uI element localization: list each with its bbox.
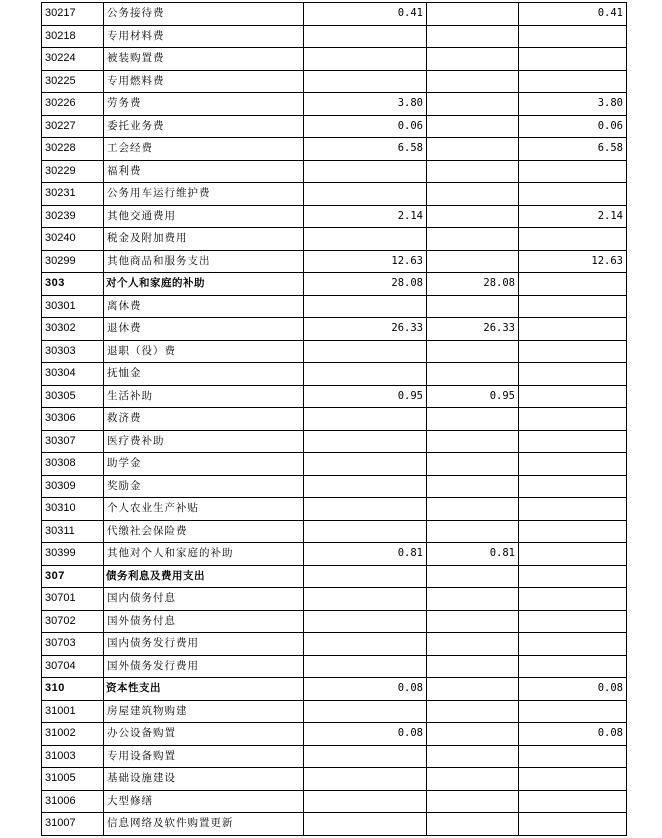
subject-code-cell: 30309 <box>42 475 104 498</box>
project-expenditure-cell <box>519 48 627 71</box>
subject-name-cell: 劳务费 <box>104 93 304 116</box>
subject-code-cell: 30302 <box>42 318 104 341</box>
table-row <box>42 655 627 678</box>
subject-name-cell: 委托业务费 <box>104 115 304 138</box>
basic-expenditure-cell <box>427 723 519 746</box>
subject-code-cell: 30704 <box>42 655 104 678</box>
table-row <box>42 48 627 71</box>
project-expenditure-cell <box>519 700 627 723</box>
subject-name-cell: 税金及附加费用 <box>104 228 304 251</box>
subject-code-cell: 30306 <box>42 408 104 431</box>
total-amount-cell: 28.08 <box>304 273 427 296</box>
subject-name-cell: 资本性支出 <box>104 678 304 701</box>
subject-name-cell: 工会经费 <box>104 138 304 161</box>
basic-expenditure-cell <box>427 3 519 26</box>
project-expenditure-cell <box>519 453 627 476</box>
total-amount-cell: 26.33 <box>304 318 427 341</box>
table-row <box>42 408 627 431</box>
total-amount-cell <box>304 768 427 791</box>
total-amount-cell: 3.80 <box>304 93 427 116</box>
subject-code-cell: 30228 <box>42 138 104 161</box>
total-amount-cell <box>304 183 427 206</box>
project-expenditure-cell <box>519 475 627 498</box>
budget-table-body <box>42 3 627 836</box>
subject-name-cell: 专用燃料费 <box>104 70 304 93</box>
subject-name-cell: 助学金 <box>104 453 304 476</box>
basic-expenditure-cell <box>427 790 519 813</box>
subject-name-cell: 对个人和家庭的补助 <box>104 273 304 296</box>
table-row <box>42 160 627 183</box>
table-row <box>42 565 627 588</box>
table-row <box>42 700 627 723</box>
project-expenditure-cell <box>519 363 627 386</box>
total-amount-cell <box>304 160 427 183</box>
project-expenditure-cell <box>519 70 627 93</box>
subject-name-cell: 其他交通费用 <box>104 205 304 228</box>
subject-name-cell: 房屋建筑物购建 <box>104 700 304 723</box>
project-expenditure-cell: 12.63 <box>519 250 627 273</box>
table-row <box>42 385 627 408</box>
subject-code-cell: 31003 <box>42 745 104 768</box>
project-expenditure-cell <box>519 565 627 588</box>
project-expenditure-cell <box>519 520 627 543</box>
total-amount-cell <box>304 228 427 251</box>
basic-expenditure-cell <box>427 655 519 678</box>
basic-expenditure-cell <box>427 205 519 228</box>
basic-expenditure-cell: 28.08 <box>427 273 519 296</box>
subject-code-cell: 30703 <box>42 633 104 656</box>
basic-expenditure-cell <box>427 228 519 251</box>
subject-name-cell: 被装购置费 <box>104 48 304 71</box>
total-amount-cell <box>304 745 427 768</box>
basic-expenditure-cell <box>427 183 519 206</box>
basic-expenditure-cell <box>427 340 519 363</box>
subject-code-cell: 30311 <box>42 520 104 543</box>
subject-name-cell: 其他对个人和家庭的补助 <box>104 543 304 566</box>
table-row <box>42 273 627 296</box>
subject-code-cell: 30303 <box>42 340 104 363</box>
subject-code-cell: 310 <box>42 678 104 701</box>
basic-expenditure-cell <box>427 453 519 476</box>
subject-code-cell: 30304 <box>42 363 104 386</box>
project-expenditure-cell: 6.58 <box>519 138 627 161</box>
basic-expenditure-cell <box>427 520 519 543</box>
project-expenditure-cell: 0.06 <box>519 115 627 138</box>
subject-code-cell: 30227 <box>42 115 104 138</box>
total-amount-cell <box>304 48 427 71</box>
table-row <box>42 93 627 116</box>
subject-name-cell: 国内债务发行费用 <box>104 633 304 656</box>
project-expenditure-cell <box>519 768 627 791</box>
total-amount-cell: 0.95 <box>304 385 427 408</box>
subject-name-cell: 办公设备购置 <box>104 723 304 746</box>
total-amount-cell <box>304 430 427 453</box>
subject-code-cell: 30305 <box>42 385 104 408</box>
subject-name-cell: 大型修缮 <box>104 790 304 813</box>
total-amount-cell <box>304 588 427 611</box>
subject-code-cell: 30231 <box>42 183 104 206</box>
basic-expenditure-cell <box>427 475 519 498</box>
table-row <box>42 678 627 701</box>
subject-code-cell: 31006 <box>42 790 104 813</box>
project-expenditure-cell <box>519 813 627 836</box>
table-row <box>42 588 627 611</box>
total-amount-cell: 0.08 <box>304 723 427 746</box>
total-amount-cell: 0.41 <box>304 3 427 26</box>
table-row <box>42 70 627 93</box>
basic-expenditure-cell <box>427 138 519 161</box>
subject-code-cell: 31001 <box>42 700 104 723</box>
basic-expenditure-cell <box>427 633 519 656</box>
subject-name-cell: 公务接待费 <box>104 3 304 26</box>
table-row <box>42 813 627 836</box>
total-amount-cell <box>304 25 427 48</box>
total-amount-cell <box>304 610 427 633</box>
basic-expenditure-cell <box>427 768 519 791</box>
project-expenditure-cell <box>519 610 627 633</box>
subject-name-cell: 专用设备购置 <box>104 745 304 768</box>
table-row <box>42 318 627 341</box>
project-expenditure-cell <box>519 588 627 611</box>
subject-name-cell: 代缴社会保险费 <box>104 520 304 543</box>
basic-expenditure-cell <box>427 115 519 138</box>
total-amount-cell: 0.08 <box>304 678 427 701</box>
project-expenditure-cell <box>519 385 627 408</box>
total-amount-cell <box>304 565 427 588</box>
subject-code-cell: 30307 <box>42 430 104 453</box>
project-expenditure-cell: 0.08 <box>519 678 627 701</box>
total-amount-cell <box>304 363 427 386</box>
total-amount-cell <box>304 790 427 813</box>
total-amount-cell <box>304 408 427 431</box>
table-row <box>42 745 627 768</box>
total-amount-cell <box>304 520 427 543</box>
subject-name-cell: 国外债务发行费用 <box>104 655 304 678</box>
subject-code-cell: 30217 <box>42 3 104 26</box>
total-amount-cell <box>304 453 427 476</box>
project-expenditure-cell <box>519 340 627 363</box>
project-expenditure-cell <box>519 160 627 183</box>
total-amount-cell <box>304 655 427 678</box>
project-expenditure-cell: 0.08 <box>519 723 627 746</box>
total-amount-cell: 12.63 <box>304 250 427 273</box>
project-expenditure-cell <box>519 183 627 206</box>
table-row <box>42 3 627 26</box>
subject-code-cell: 30239 <box>42 205 104 228</box>
total-amount-cell <box>304 633 427 656</box>
table-row <box>42 453 627 476</box>
total-amount-cell: 0.81 <box>304 543 427 566</box>
basic-expenditure-cell <box>427 70 519 93</box>
subject-code-cell: 31005 <box>42 768 104 791</box>
subject-code-cell: 30399 <box>42 543 104 566</box>
subject-name-cell: 退职（役）费 <box>104 340 304 363</box>
project-expenditure-cell <box>519 745 627 768</box>
table-row <box>42 430 627 453</box>
project-expenditure-cell <box>519 273 627 296</box>
table-row <box>42 115 627 138</box>
subject-name-cell: 福利费 <box>104 160 304 183</box>
subject-code-cell: 30308 <box>42 453 104 476</box>
subject-code-cell: 31002 <box>42 723 104 746</box>
subject-name-cell: 离休费 <box>104 295 304 318</box>
basic-expenditure-cell <box>427 48 519 71</box>
subject-name-cell: 救济费 <box>104 408 304 431</box>
table-row <box>42 205 627 228</box>
basic-expenditure-cell <box>427 745 519 768</box>
subject-name-cell: 债务利息及费用支出 <box>104 565 304 588</box>
project-expenditure-cell: 3.80 <box>519 93 627 116</box>
basic-expenditure-cell <box>427 678 519 701</box>
total-amount-cell <box>304 475 427 498</box>
basic-expenditure-cell: 26.33 <box>427 318 519 341</box>
table-row <box>42 520 627 543</box>
subject-code-cell: 30218 <box>42 25 104 48</box>
subject-name-cell: 国内债务付息 <box>104 588 304 611</box>
total-amount-cell <box>304 700 427 723</box>
subject-code-cell: 31007 <box>42 813 104 836</box>
subject-code-cell: 307 <box>42 565 104 588</box>
subject-name-cell: 个人农业生产补贴 <box>104 498 304 521</box>
table-row <box>42 340 627 363</box>
basic-expenditure-cell <box>427 610 519 633</box>
table-row <box>42 475 627 498</box>
basic-expenditure-cell: 0.95 <box>427 385 519 408</box>
basic-expenditure-cell <box>427 363 519 386</box>
subject-code-cell: 30224 <box>42 48 104 71</box>
subject-name-cell: 生活补助 <box>104 385 304 408</box>
subject-name-cell: 信息网络及软件购置更新 <box>104 813 304 836</box>
subject-name-cell: 奖励金 <box>104 475 304 498</box>
project-expenditure-cell <box>519 790 627 813</box>
subject-name-cell: 医疗费补助 <box>104 430 304 453</box>
basic-expenditure-cell <box>427 498 519 521</box>
total-amount-cell <box>304 295 427 318</box>
subject-code-cell: 30301 <box>42 295 104 318</box>
subject-code-cell: 30299 <box>42 250 104 273</box>
total-amount-cell: 6.58 <box>304 138 427 161</box>
subject-code-cell: 30225 <box>42 70 104 93</box>
table-row <box>42 633 627 656</box>
project-expenditure-cell <box>519 498 627 521</box>
basic-expenditure-cell <box>427 430 519 453</box>
subject-code-cell: 30229 <box>42 160 104 183</box>
basic-expenditure-cell <box>427 250 519 273</box>
total-amount-cell <box>304 498 427 521</box>
table-row <box>42 25 627 48</box>
total-amount-cell <box>304 813 427 836</box>
project-expenditure-cell <box>519 655 627 678</box>
table-row <box>42 295 627 318</box>
subject-name-cell: 其他商品和服务支出 <box>104 250 304 273</box>
basic-expenditure-cell <box>427 813 519 836</box>
project-expenditure-cell <box>519 318 627 341</box>
basic-expenditure-cell <box>427 588 519 611</box>
project-expenditure-cell <box>519 25 627 48</box>
table-row <box>42 138 627 161</box>
table-row <box>42 250 627 273</box>
basic-expenditure-cell <box>427 295 519 318</box>
total-amount-cell <box>304 70 427 93</box>
basic-expenditure-cell: 0.81 <box>427 543 519 566</box>
total-amount-cell: 2.14 <box>304 205 427 228</box>
budget-table <box>41 2 627 836</box>
total-amount-cell: 0.06 <box>304 115 427 138</box>
subject-code-cell: 30310 <box>42 498 104 521</box>
project-expenditure-cell <box>519 633 627 656</box>
table-row <box>42 610 627 633</box>
table-row <box>42 543 627 566</box>
subject-code-cell: 30226 <box>42 93 104 116</box>
subject-code-cell: 30702 <box>42 610 104 633</box>
subject-name-cell: 退休费 <box>104 318 304 341</box>
basic-expenditure-cell <box>427 700 519 723</box>
basic-expenditure-cell <box>427 93 519 116</box>
table-row <box>42 498 627 521</box>
subject-name-cell: 抚恤金 <box>104 363 304 386</box>
basic-expenditure-cell <box>427 25 519 48</box>
project-expenditure-cell <box>519 408 627 431</box>
table-row <box>42 790 627 813</box>
subject-name-cell: 国外债务付息 <box>104 610 304 633</box>
basic-expenditure-cell <box>427 565 519 588</box>
subject-code-cell: 30701 <box>42 588 104 611</box>
project-expenditure-cell <box>519 430 627 453</box>
project-expenditure-cell: 2.14 <box>519 205 627 228</box>
subject-code-cell: 30240 <box>42 228 104 251</box>
project-expenditure-cell <box>519 295 627 318</box>
basic-expenditure-cell <box>427 408 519 431</box>
project-expenditure-cell: 0.41 <box>519 3 627 26</box>
subject-name-cell: 公务用车运行维护费 <box>104 183 304 206</box>
total-amount-cell <box>304 340 427 363</box>
subject-code-cell: 303 <box>42 273 104 296</box>
table-row <box>42 723 627 746</box>
table-row <box>42 363 627 386</box>
subject-name-cell: 专用材料费 <box>104 25 304 48</box>
table-row <box>42 228 627 251</box>
basic-expenditure-cell <box>427 160 519 183</box>
table-row <box>42 183 627 206</box>
table-row <box>42 768 627 791</box>
subject-name-cell: 基础设施建设 <box>104 768 304 791</box>
project-expenditure-cell <box>519 228 627 251</box>
project-expenditure-cell <box>519 543 627 566</box>
